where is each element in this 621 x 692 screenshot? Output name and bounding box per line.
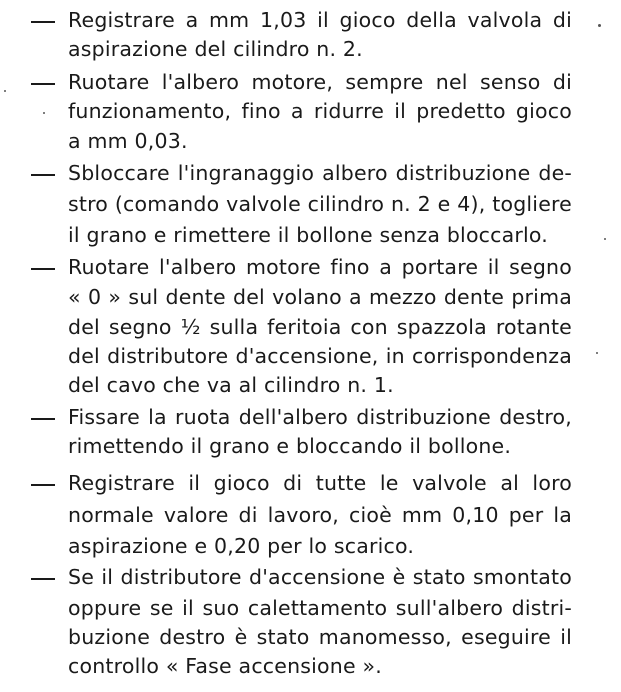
- instruction-line: a mm 0,03.: [68, 129, 188, 153]
- instruction-line: Registrare a mm 1,03 il gioco della valvola di: [68, 8, 572, 32]
- dash-bullet: [31, 174, 55, 176]
- scan-speck: [596, 352, 598, 354]
- instruction-line: controllo « Fase accensione ».: [68, 654, 382, 678]
- instruction-line: del segno ½ sulla feritoia con spazzola rotante: [68, 315, 572, 339]
- instruction-line: Se il distributore d'accensione è stato smontato: [68, 565, 572, 589]
- scan-speck: [598, 24, 601, 27]
- dash-bullet: [31, 418, 55, 420]
- instruction-line: del distributore d'accensione, in corrispondenza: [68, 344, 572, 368]
- instruction-line: oppure se il suo calettamento sull'albero distri-: [68, 596, 572, 620]
- scan-speck: [4, 90, 6, 92]
- dash-bullet: [31, 21, 55, 23]
- instruction-line: Fissare la ruota dell'albero distribuzione destro,: [68, 405, 572, 429]
- scan-speck: [43, 112, 45, 114]
- instruction-line: normale valore di lavoro, cioè mm 0,10 per la: [68, 503, 572, 527]
- dash-bullet: [31, 268, 55, 270]
- instruction-line: « 0 » sul dente del volano a mezzo dente prima: [68, 285, 572, 309]
- instruction-line: buzione destro è stato manomesso, eseguire il: [68, 625, 572, 649]
- scan-speck: [604, 238, 606, 240]
- instruction-line: Registrare il gioco di tutte le valvole al loro: [68, 471, 572, 495]
- instruction-line: aspirazione e 0,20 per lo scarico.: [68, 534, 415, 558]
- instruction-line: stro (comando valvole cilindro n. 2 e 4), togliere: [68, 192, 572, 216]
- dash-bullet: [31, 83, 55, 85]
- instruction-line: Ruotare l'albero motore fino a portare il segno: [68, 255, 572, 279]
- instruction-line: del cavo che va al cilindro n. 1.: [68, 373, 394, 397]
- instruction-line: aspirazione del cilindro n. 2.: [68, 37, 363, 61]
- instruction-line: Ruotare l'albero motore, sempre nel senso di: [68, 70, 572, 94]
- dash-bullet: [31, 578, 55, 580]
- instruction-line: rimettendo il grano e bloccando il bollone.: [68, 434, 512, 458]
- instruction-line: il grano e rimettere il bollone senza bloccarlo.: [68, 223, 549, 247]
- instruction-line: funzionamento, fino a ridurre il predetto gioco: [68, 99, 572, 123]
- dash-bullet: [31, 484, 55, 486]
- instruction-line: Sbloccare l'ingranaggio albero distribuzione de-: [68, 161, 572, 185]
